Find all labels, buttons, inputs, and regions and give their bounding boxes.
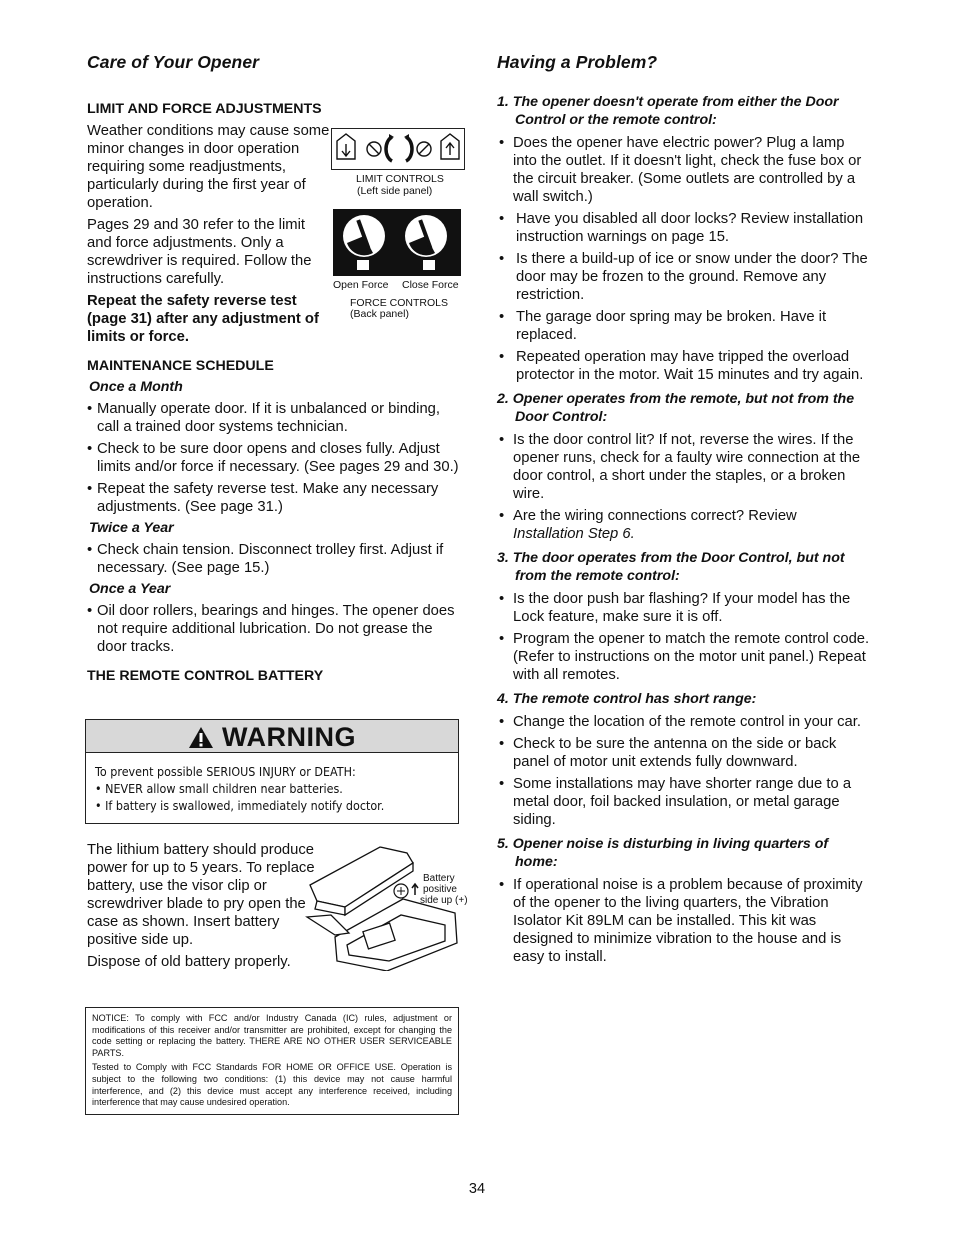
battery-heading: THE REMOTE CONTROL BATTERY: [87, 668, 324, 684]
twice-year-heading: Twice a Year: [89, 520, 174, 536]
warning-header: [86, 720, 458, 753]
limit-para-3: Repeat the safety reverse test (page 31) after any adjustment of limits or force.: [87, 293, 319, 345]
list-item: • Is the door control lit? If not, reverse the wires. If the opener runs, check for a faulty wire connection at the door control, a short under the staples, or a broken wire.: [497, 431, 870, 503]
list-item: • Repeat the safety reverse test. Make any necessary adjustments. (See page 31.): [87, 480, 459, 516]
list-item: • Check chain tension. Disconnect trolley first. Adjust if necessary. (See page 15.): [87, 541, 459, 577]
list-item: • Is the door push bar flashing? If your model has the Lock feature, make sure it is off.: [497, 590, 870, 626]
list-item: • Check to be sure door opens and closes fully. Adjust limits and/or force if necessary. (See pages 29 and 30.): [87, 440, 459, 476]
limit-caption-2: (Left side panel): [357, 185, 433, 197]
close-force-dial-icon: [405, 215, 447, 257]
force-controls-figure: [333, 209, 461, 276]
warning-line-1: To prevent possible SERIOUS INJURY or DEATH:: [95, 764, 356, 779]
list-item: • Is there a build-up of ice or snow under the door? The door may be frozen to the ground. Remove any restriction.: [497, 250, 870, 304]
battery-label-3: side up (+): [420, 895, 468, 906]
q2-title: 2. Opener operates from the remote, but not from the Door Control:: [497, 391, 855, 425]
limit-controls-figure: [331, 128, 465, 170]
q1-list: [497, 134, 870, 384]
open-force-marker-icon: [357, 260, 369, 270]
list-item: • Repeated operation may have tripped the overload protector in the motor. Wait 15 minutes and try again.: [497, 348, 870, 384]
battery-text: [87, 841, 333, 975]
warning-line-3: • If battery is swallowed, immediately notify doctor.: [95, 798, 385, 813]
notice-para-1: NOTICE: To comply with FCC and/or Industry Canada (IC) rules, adjustment or modifications of this receiver and/or transmitter are prohibited, except for changing the code setting or replacing the battery. THERE ARE NO OTHER USER SERVICEABLE PARTS.: [92, 1013, 452, 1058]
limit-heading: LIMIT AND FORCE ADJUSTMENTS: [87, 101, 322, 117]
q4-list: [497, 713, 870, 829]
limit-para-2: Pages 29 and 30 refer to the limit and force adjustments. Only a screwdriver is required. Follow the instructions carefully.: [87, 217, 312, 287]
warning-body: [86, 753, 460, 814]
q2-item-2-italic: Installation Step 6.: [513, 526, 635, 542]
list-item: • Does the opener have electric power? Plug a lamp into the outlet. If it doesn't light, check the fuse box or the circuit breaker. (Some outlets are controlled by a wall switch.): [497, 134, 870, 206]
list-item: • Oil door rollers, bearings and hinges. The opener does not require additional lubrication. Do not grease the door tracks.: [87, 602, 459, 656]
month-list: [87, 400, 459, 516]
q3-title: 3. The door operates from the Door Control, but not from the remote control:: [497, 550, 845, 584]
q2-list: [497, 431, 870, 543]
right-column: [497, 52, 870, 972]
fcc-notice-box: [85, 1007, 459, 1115]
list-item: [497, 507, 870, 543]
care-section-title: Care of Your Opener: [87, 52, 260, 72]
list-item: • Some installations may have shorter range due to a metal door, foil backed insulation, or metal garage siding.: [497, 775, 870, 829]
warning-title: WARNING: [222, 722, 356, 752]
q2-item-2-text: Are the wiring connections correct? Review: [513, 508, 797, 524]
remote-battery-figure: [305, 843, 477, 971]
list-item: • Manually operate door. If it is unbalanced or binding, call a trained door systems technician.: [87, 400, 459, 436]
list-item: • Check to be sure the antenna on the side or back panel of motor unit extends fully downward.: [497, 735, 870, 771]
open-force-dial-icon: [343, 215, 385, 257]
limit-controls-icon: [332, 129, 464, 169]
once-year-heading: Once a Year: [89, 581, 171, 597]
year-list: [87, 602, 459, 656]
q4-title: 4. The remote control has short range:: [497, 691, 757, 707]
battery-label-2: positive: [423, 884, 457, 895]
force-caption-1: FORCE CONTROLS: [350, 297, 449, 309]
battery-warning-box: [85, 719, 459, 824]
warning-line-2: • NEVER allow small children near batteries.: [95, 781, 343, 796]
q5-title: 5. Opener noise is disturbing in living quarters of home:: [497, 836, 829, 870]
limit-para-1: Weather conditions may cause some minor changes in door operation requiring some readjustments, particularly during the first year of operation.: [87, 123, 330, 211]
remote-case-icon: [305, 843, 477, 971]
maintenance-heading: MAINTENANCE SCHEDULE: [87, 358, 274, 374]
open-force-label: Open Force: [333, 279, 389, 291]
list-item: • If operational noise is a problem because of proximity of the opener to the living quarters, the Vibration Isolator Kit 89LM can be installed. This kit was designed to minimize vibration to the house and is easy to install.: [497, 876, 870, 966]
twice-list: [87, 541, 459, 577]
maintenance-section: [87, 358, 459, 656]
battery-para-2: Dispose of old battery properly.: [87, 954, 291, 970]
notice-para-2: Tested to Comply with FCC Standards FOR HOME OR OFFICE USE. Operation is subject to the following two conditions: (1) this device may not cause harmful interference, and (2) this device must accept any interference received, including interference that may cause undesired operation.: [92, 1062, 452, 1108]
list-item: • Have you disabled all door locks? Review installation instruction warnings on page 15.: [497, 210, 870, 246]
list-item: • The garage door spring may be broken. Have it replaced.: [497, 308, 870, 344]
close-force-label: Close Force: [402, 279, 459, 291]
close-force-marker-icon: [423, 260, 435, 270]
battery-label-1: Battery: [423, 873, 455, 884]
list-item: • Change the location of the remote control in your car.: [497, 713, 870, 731]
page-number: 34: [468, 1181, 486, 1197]
list-item: • Program the opener to match the remote control code. (Refer to instructions on the motor unit panel.) Repeat with all remotes.: [497, 630, 870, 684]
q5-list: [497, 876, 870, 966]
once-month-heading: Once a Month: [89, 379, 183, 395]
problem-section-title: Having a Problem?: [497, 52, 658, 72]
q3-list: [497, 590, 870, 684]
force-caption-2: (Back panel): [350, 308, 409, 320]
q1-title: 1. The opener doesn't operate from either the Door Control or the remote control:: [497, 94, 839, 128]
limit-caption-1: LIMIT CONTROLS: [356, 173, 444, 185]
battery-para-1: The lithium battery should produce power for up to 5 years. To replace battery, use the visor clip or screwdriver blade to pry open the case as shown. Insert battery positive side up.: [87, 842, 315, 948]
warning-triangle-icon: [188, 723, 214, 757]
